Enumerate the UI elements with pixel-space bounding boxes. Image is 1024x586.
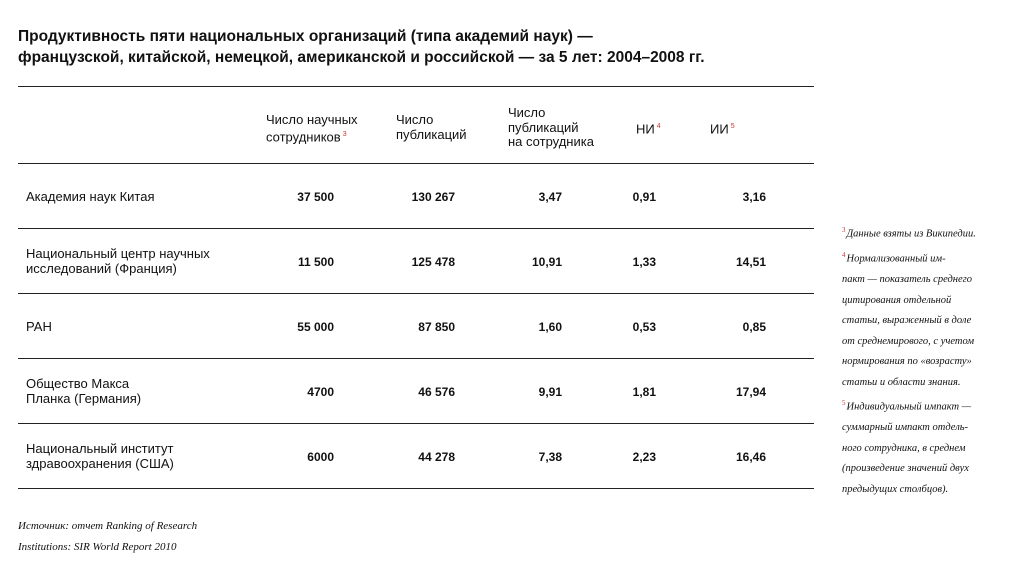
footnote-ref-3: 3 — [342, 130, 347, 138]
cell-publications: 44 278 — [418, 450, 455, 464]
header-ni: НИ $^4$ — [636, 121, 661, 137]
table-row-name: Академия наук Китая — [26, 189, 155, 204]
cell-staff: 37 500 — [297, 190, 334, 204]
cell-publications: 130 267 — [411, 190, 455, 204]
row-divider-4 — [18, 423, 814, 424]
cell-staff: 4700 — [307, 385, 334, 399]
cell-ii: 16,46 — [735, 450, 766, 464]
cell-per-staff: 10,91 — [531, 255, 562, 269]
header-publications: Число публикаций — [396, 112, 467, 142]
cell-publications: 87 850 — [418, 320, 455, 334]
source-note: Источник: отчет Ranking of Research Institutions: SIR World Report 2010 — [18, 520, 198, 553]
cell-per-staff: 7,38 — [538, 450, 562, 464]
header-publications-per-staff: Число публикаций на сотрудника — [508, 105, 594, 149]
cell-ii: 17,94 — [735, 385, 766, 399]
header-rule — [18, 163, 814, 164]
cell-ni: 1,81 — [632, 385, 656, 399]
header-staff: Число научных сотрудников $^3$ — [266, 112, 358, 144]
footnote-3: $^3$Данные взяты из Википедии. — [842, 226, 976, 240]
cell-per-staff: 3,47 — [538, 190, 562, 204]
cell-staff: 11 500 — [297, 255, 334, 269]
cell-staff: 55 000 — [297, 320, 334, 334]
title-line-1: Продуктивность пяти национальных организаций (типа академий наук) — — [18, 28, 593, 45]
table-row-name: Национальный институт здравоохранения (США) — [26, 441, 174, 471]
cell-ni: 0,53 — [632, 320, 656, 334]
cell-publications: 125 478 — [411, 255, 455, 269]
cell-ni: 2,23 — [632, 450, 656, 464]
footnote-ref-5: 5 — [730, 123, 735, 130]
header-ii: ИИ $^5$ — [710, 121, 735, 137]
row-divider-2 — [18, 293, 814, 294]
table-row-name: РАН — [26, 319, 52, 334]
table-row-name: Национальный центр научных исследований (Франция) — [26, 246, 210, 276]
table-title — [18, 26, 808, 68]
footnote-5: $^5$Индивидуальный импакт — суммарный импакт отдель- ного сотрудника, в среднем (произведение значений двух предыдущих столбцов). — [842, 399, 972, 495]
cell-ni: 0,91 — [632, 190, 656, 204]
footnote-4: $^4$Нормализованный им- пакт — показатель среднего цитирования отдельной статьи, выраженный в доле от среднемирового, с учетом нормирования по «возрасту» статьи и области знания. — [842, 251, 975, 388]
footnote-ref-4: 4 — [656, 123, 661, 130]
cell-staff: 6000 — [307, 450, 334, 464]
cell-ii: 14,51 — [735, 255, 766, 269]
cell-ii: 0,85 — [742, 320, 766, 334]
top-rule — [18, 86, 814, 87]
row-divider-1 — [18, 228, 814, 229]
cell-ii: 3,16 — [742, 190, 766, 204]
table-row-name: Общество Макса Планка (Германия) — [26, 376, 142, 406]
cell-per-staff: 9,91 — [538, 385, 562, 399]
row-divider-3 — [18, 358, 814, 359]
cell-per-staff: 1,60 — [538, 320, 562, 334]
cell-ni: 1,33 — [632, 255, 656, 269]
title-line-2: французской, китайской, немецкой, американской и российской — за 5 лет: 2004–2008 гг. — [18, 49, 705, 66]
footnotes — [842, 220, 1022, 500]
cell-publications: 46 576 — [418, 385, 455, 399]
bottom-rule — [18, 488, 814, 489]
